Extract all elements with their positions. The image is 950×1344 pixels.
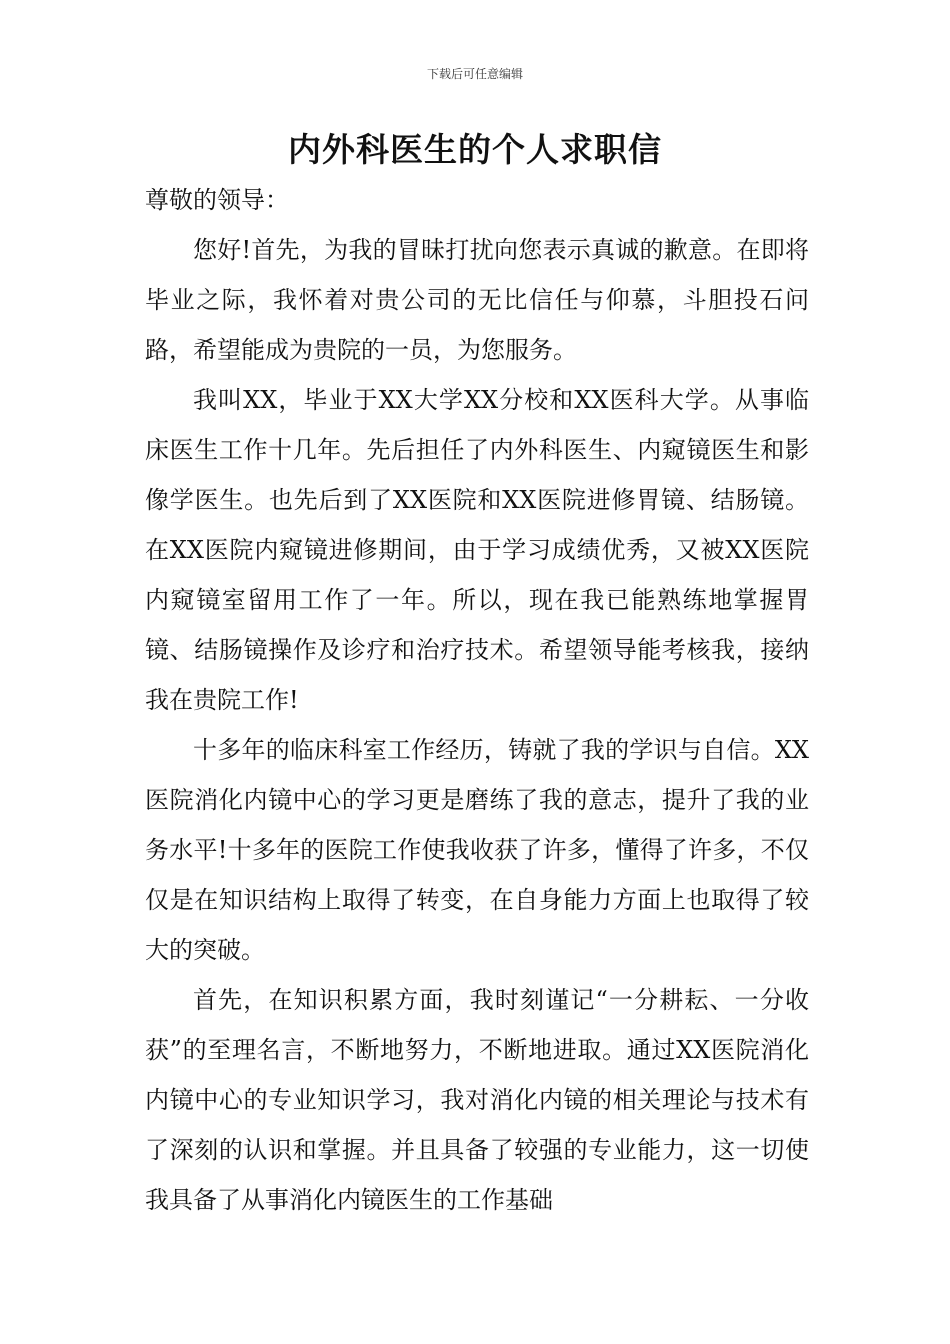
letter-body [145, 175, 809, 1225]
paragraph-4: 首先，在知识积累方面，我时刻谨记“一分耕耘、一分收获”的至理名言，不断地努力，不断地进取。通过XX医院消化内镜中心的专业知识学习，我对消化内镜的相关理论与技术有了深刻的认识和掌握。并且具备了较强的专业能力，这一切使我具备了从事消化内镜医生的工作基础 [145, 986, 809, 1214]
paragraph-3: 十多年的临床科室工作经历，铸就了我的学识与自信。XX医院消化内镜中心的学习更是磨练了我的意志，提升了我的业务水平!十多年的医院工作使我收获了许多，懂得了许多，不仅仅是在知识结构上取得了转变，在自身能力方面上也取得了较大的突破。 [145, 736, 809, 964]
paragraph-1: 您好!首先，为我的冒昧打扰向您表示真诚的歉意。在即将毕业之际，我怀着对贵公司的无比信任与仰慕，斗胆投石问路，希望能成为贵院的一员，为您服务。 [145, 236, 809, 364]
header-note: 下载后可任意编辑 [426, 67, 523, 81]
document-title: 内外科医生的个人求职信 [288, 130, 662, 169]
salutation: 尊敬的领导： [145, 186, 289, 214]
paragraph-2: 我叫XX，毕业于XX大学XX分校和XX医科大学。从事临床医生工作十几年。先后担任了内外科医生、内窥镜医生和影像学医生。也先后到了XX医院和XX医院进修胃镜、结肠镜。在XX医院内窥镜进修期间，由于学习成绩优秀，又被XX医院内窥镜室留用工作了一年。所以，现在我已能熟练地掌握胃镜、结肠镜操作及诊疗和治疗技术。希望领导能考核我，接纳我在贵院工作! [145, 386, 809, 714]
